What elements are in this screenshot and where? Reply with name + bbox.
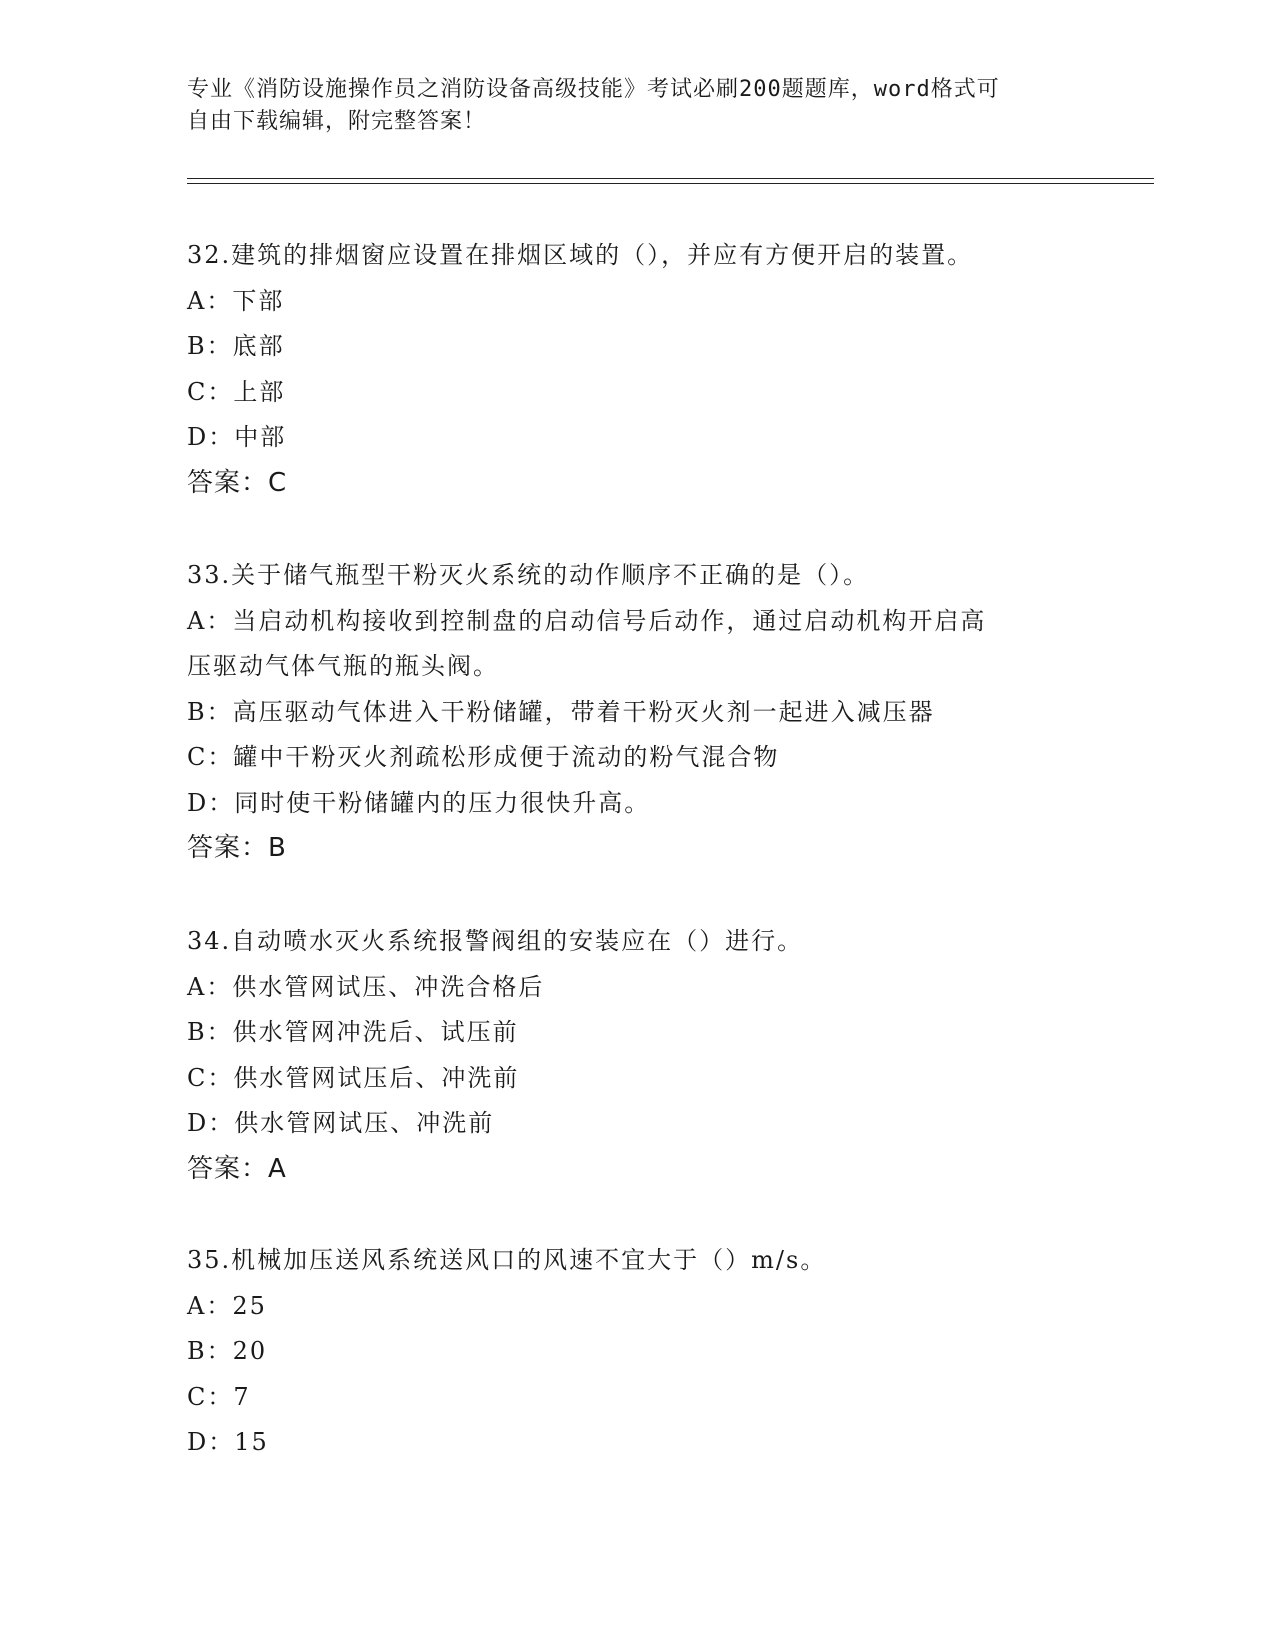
- header-divider-bottom: [187, 183, 1154, 184]
- question-34: [187, 919, 1087, 1192]
- question-stem: 34.自动喷水灭火系统报警阀组的安装应在（）进行。: [187, 927, 804, 955]
- header-divider-top: [187, 178, 1154, 179]
- header-line-2: 自由下载编辑，附完整答案！: [187, 109, 487, 134]
- option-b: B：底部: [187, 332, 285, 360]
- option-c: C：罐中干粉灭火剂疏松形成便于流动的粉气混合物: [187, 743, 780, 771]
- document-header: [187, 74, 1087, 138]
- question-stem: 32.建筑的排烟窗应设置在排烟区域的（），并应有方便开启的装置。: [187, 241, 974, 269]
- answer: 答案：B: [187, 833, 287, 863]
- question-33: [187, 553, 1087, 872]
- option-b: B：供水管网冲洗后、试压前: [187, 1018, 519, 1046]
- question-stem: 35.机械加压送风系统送风口的风速不宜大于（）m/s。: [187, 1246, 827, 1274]
- option-d: D：15: [187, 1428, 269, 1456]
- option-a: A：供水管网试压、冲洗合格后: [187, 972, 545, 1001]
- option-a-continued: 压驱动气体气瓶的瓶头阀。: [187, 652, 499, 680]
- option-b: B：高压驱动气体进入干粉储罐，带着干粉灭火剂一起进入减压器: [187, 697, 935, 726]
- option-c: C：供水管网试压后、冲洗前: [187, 1063, 520, 1092]
- option-d: D：同时使干粉储罐内的压力很快升高。: [187, 788, 651, 817]
- answer: 答案：A: [187, 1153, 287, 1184]
- option-a: A：下部: [187, 286, 285, 315]
- header-line-1: 专业《消防设施操作员之消防设备高级技能》考试必刷200题题库，word格式可: [187, 77, 1000, 102]
- option-c: C：上部: [187, 377, 286, 406]
- option-d: D：供水管网试压、冲洗前: [187, 1109, 495, 1137]
- question-stem: 33.关于储气瓶型干粉灭火系统的动作顺序不正确的是（）。: [187, 561, 870, 589]
- option-d: D：中部: [187, 423, 287, 451]
- question-35: [187, 1238, 1087, 1466]
- option-a: A：当启动机构接收到控制盘的启动信号后动作，通过启动机构开启高: [187, 606, 987, 635]
- option-a: A：25: [187, 1291, 267, 1320]
- option-b: B：20: [187, 1337, 268, 1365]
- question-32: [187, 233, 1087, 506]
- option-c: C：7: [187, 1382, 251, 1411]
- answer: 答案：C: [187, 467, 288, 498]
